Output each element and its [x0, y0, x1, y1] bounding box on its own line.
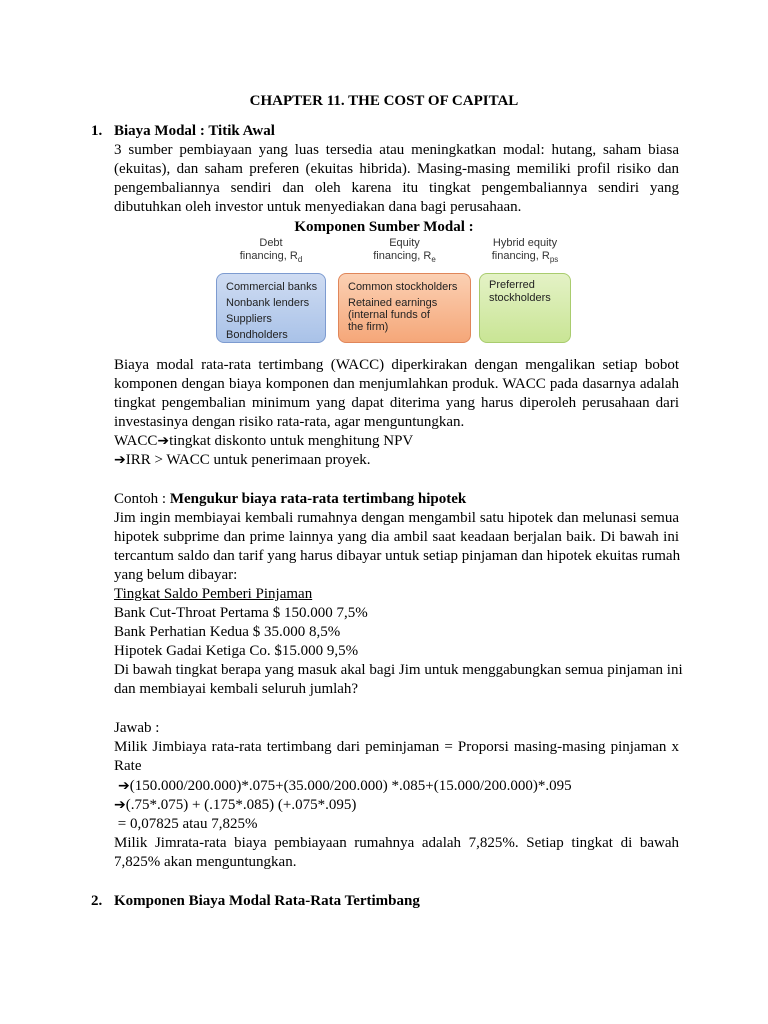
- chapter-title: CHAPTER 11. THE COST OF CAPITAL: [249, 93, 519, 109]
- example-prefix: Contoh :: [114, 491, 170, 507]
- calc-step-text: (150.000/200.000)*.075+(35.000/200.000) *.085+(15.000/200.000)*.095: [129, 778, 572, 794]
- loan-row: Hipotek Gadai Ketiga Co. $15.000 9,5%: [114, 643, 359, 659]
- paragraph-line: tercantum saldo dan tarif yang harus dibayar untuk setiap pinjaman dan hipotek ekuitas rumah: [114, 548, 681, 564]
- calc-step-1: [118, 777, 572, 796]
- paragraph-line: pengembaliannya sendiri dan oleh karena itu tingkat pengembaliannya sendiri yang: [114, 180, 679, 196]
- hybrid-source-item: Preferred: [489, 279, 535, 291]
- hybrid-header-line2: financing, $R_{ps}$: [491, 250, 559, 265]
- answer-paragraph: [114, 738, 679, 776]
- debt-source-item: Suppliers: [226, 313, 272, 325]
- wacc-note-text: tingkat diskonto untuk menghitung NPV: [169, 433, 414, 449]
- debt-source-item: Commercial banks: [226, 281, 318, 293]
- calc-step-2: [114, 796, 356, 815]
- paragraph-line: 7,825% akan menguntungkan.: [114, 854, 297, 870]
- paragraph-line: (ekuitas), dan saham preferen (ekuitas hibrida). Masing-masing memiliki profil risiko dan: [114, 161, 679, 177]
- paragraph-line: yang belum dibayar:: [114, 567, 238, 583]
- debt-header-line1: Debt: [259, 237, 283, 249]
- diagram-title: Komponen Sumber Modal :: [294, 219, 474, 235]
- section1-number: 1.: [91, 123, 103, 139]
- wacc-paragraph: [114, 356, 679, 432]
- wacc-note-prefix: WACC: [114, 433, 158, 449]
- paragraph-line: dan membiayai kembali seluruh jumlah?: [114, 681, 359, 697]
- example-heading: [114, 490, 466, 509]
- paragraph-line: investasinya dengan risiko rata-rata, agar menguntungkan.: [114, 414, 465, 430]
- loan-row: Bank Cut-Throat Pertama $ 150.000 7,5%: [114, 605, 368, 621]
- example-title: Mengukur biaya rata-rata tertimbang hipotek: [169, 491, 467, 507]
- paragraph-line: Milik Jimrata-rata biaya pembiayaan rumahnya adalah 7,825%. Setiap tingkat di bawah: [114, 835, 679, 851]
- question-paragraph: [114, 661, 683, 699]
- calc-step-text: (.75*.075) + (.175*.085) (+.075*.095): [125, 797, 357, 813]
- example-paragraph: [114, 509, 679, 585]
- paragraph-line: Rate: [114, 758, 142, 774]
- debt-source-item: Bondholders: [226, 329, 288, 341]
- equity-header-line1: Equity: [389, 237, 420, 249]
- answer-label: Jawab :: [114, 720, 160, 736]
- irr-note: [114, 451, 371, 470]
- section2-heading: Komponen Biaya Modal Rata-Rata Tertimbang: [114, 893, 420, 909]
- equity-source-item: Retained earnings: [348, 297, 438, 309]
- irr-note-text: IRR > WACC untuk penerimaan proyek.: [125, 452, 371, 468]
- paragraph-line: Di bawah tingkat berapa yang masuk akal bagi Jim untuk menggabungkan semua pinjaman ini: [114, 662, 683, 678]
- paragraph-line: Biaya modal rata-rata tertimbang (WACC) diperkirakan dengan mengalikan setiap bobot: [114, 357, 679, 373]
- arrow-right-icon: ➔: [114, 452, 126, 468]
- loan-row: Bank Perhatian Kedua $ 35.000 8,5%: [114, 624, 341, 640]
- section1-paragraph: [114, 141, 679, 217]
- paragraph-line: komponen dengan biaya komponen dan menjumlahkan produk. WACC pada dasarnya adalah: [114, 376, 679, 392]
- section1-heading: Biaya Modal : Titik Awal: [114, 123, 275, 139]
- conclusion-paragraph: [114, 834, 679, 872]
- paragraph-line: dibutuhkan oleh investor untuk menyediakan dana bagi perusahaan.: [114, 199, 522, 215]
- equity-financing-header: [338, 237, 471, 266]
- equity-financing-box: [338, 273, 471, 343]
- hybrid-header-line1: Hybrid equity: [492, 237, 558, 249]
- wacc-note: [114, 432, 413, 451]
- paragraph-line: hipotek subprime dan prime lainnya yang dia ambil saat keadaan berjalan baik. Di bawah ini: [114, 529, 679, 545]
- debt-header-line2: financing, $R_d$: [239, 250, 303, 265]
- debt-source-item: Nonbank lenders: [226, 297, 310, 309]
- hybrid-source-item: stockholders: [489, 292, 551, 304]
- equity-header-line2: financing, $R_e$: [373, 250, 436, 265]
- debt-financing-box: [216, 273, 326, 343]
- paragraph-line: tingkat pengembalian minimum yang dapat diterima yang harus diperoleh perusahaan dari: [114, 395, 679, 411]
- loan-table-header: Tingkat Saldo Pemberi Pinjaman: [114, 586, 313, 602]
- paragraph-line: Jim ingin membiayai kembali rumahnya dengan mengambil satu hipotek dan melunasi semua: [114, 510, 679, 526]
- calc-result: = 0,07825 atau 7,825%: [114, 816, 258, 832]
- hybrid-financing-header: [479, 237, 571, 266]
- equity-source-item: the firm): [348, 321, 389, 333]
- hybrid-financing-box: [479, 273, 571, 343]
- arrow-right-icon: ➔: [157, 433, 170, 449]
- debt-financing-header: [216, 237, 326, 266]
- paragraph-line: Milik Jimbiaya rata-rata tertimbang dari peminjaman = Proporsi masing-masing pinjaman x: [114, 739, 679, 755]
- equity-source-item: Common stockholders: [348, 281, 458, 293]
- paragraph-line: 3 sumber pembiayaan yang luas tersedia atau meningkatkan modal: hutang, saham biasa: [114, 142, 679, 158]
- arrow-right-icon: ➔: [118, 778, 130, 794]
- equity-source-item: (internal funds of: [348, 309, 430, 321]
- section2-number: 2.: [91, 893, 103, 909]
- arrow-right-icon: ➔: [114, 797, 126, 813]
